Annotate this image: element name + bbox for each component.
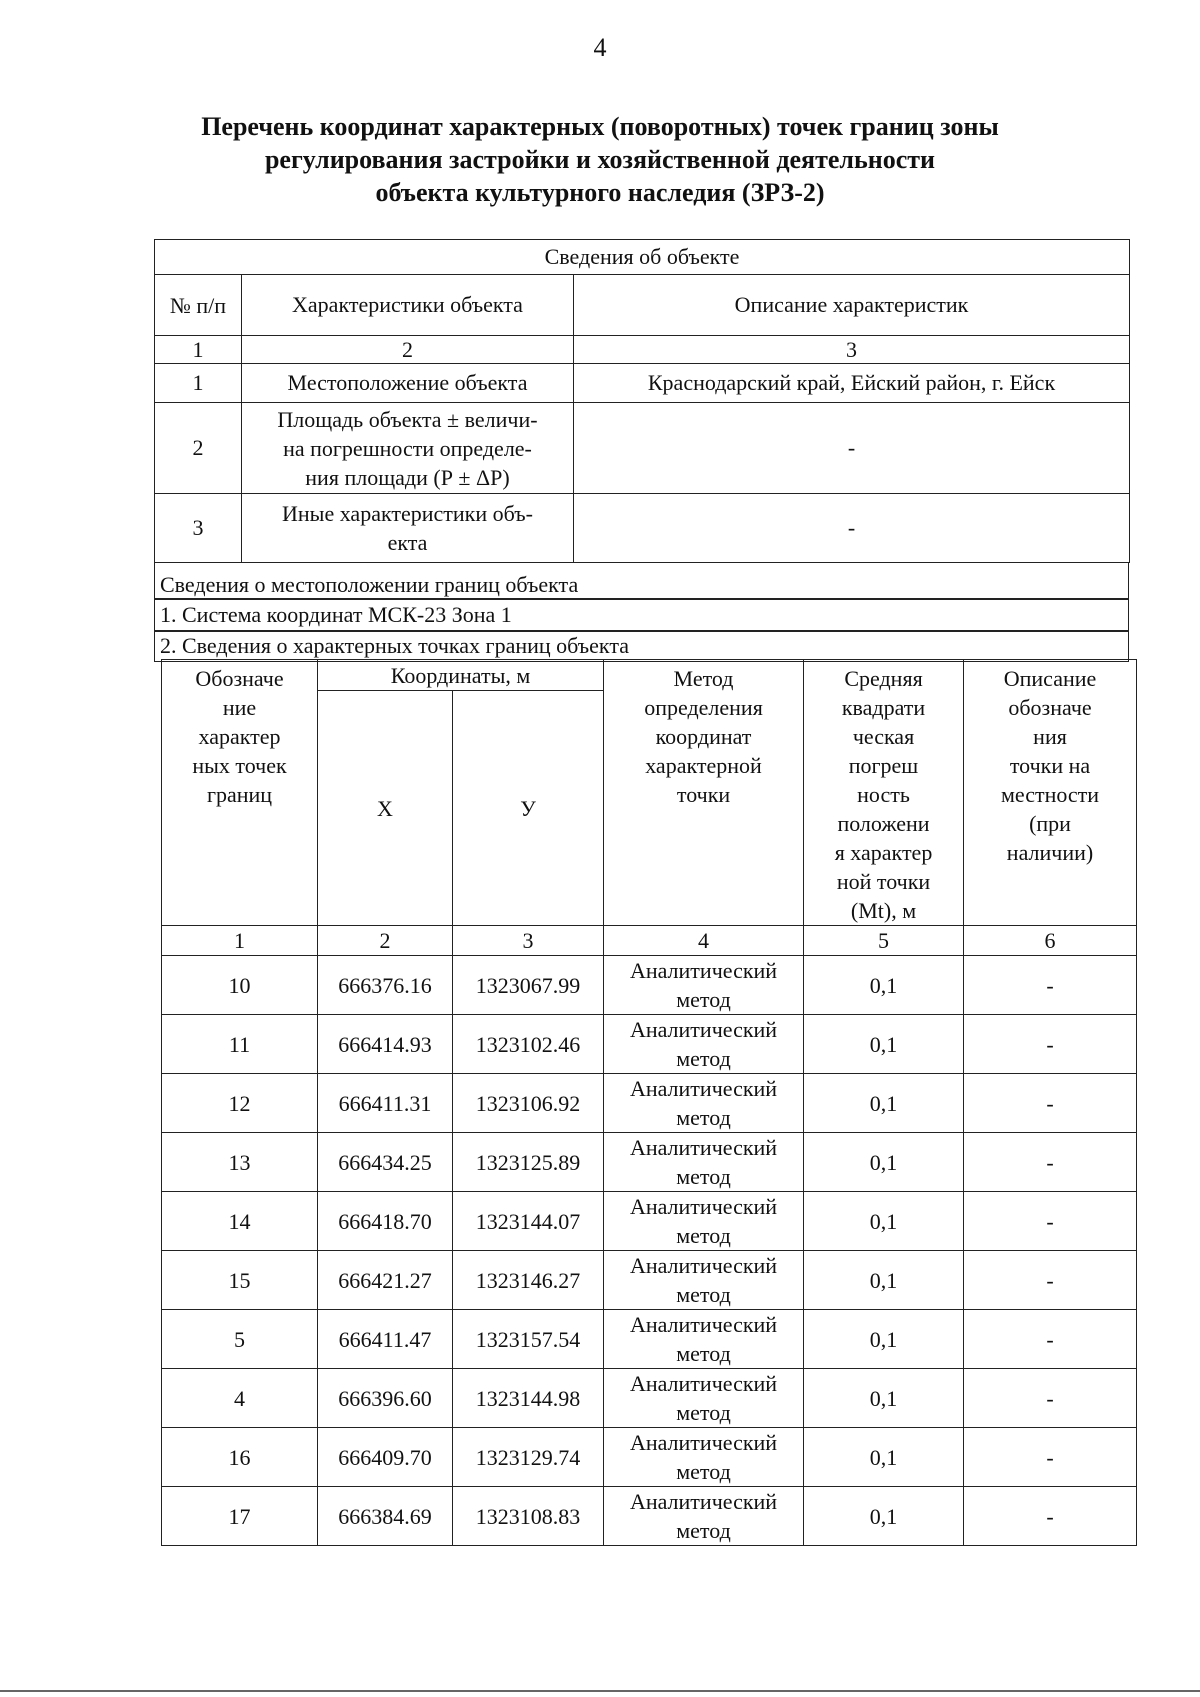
header-line: координат [655, 724, 752, 749]
column-header-description: Описание характеристик [574, 275, 1130, 336]
header-line: Обозначе [195, 666, 284, 691]
header-line: квадрати [841, 695, 926, 720]
points-header: 2. Сведения о характерных точках границ объекта [160, 633, 629, 658]
point-id: 12 [162, 1074, 318, 1133]
object-info-header: Сведения об объекте [155, 240, 1130, 275]
method-line: метод [676, 1459, 731, 1484]
coordinate-x: 666434.25 [318, 1133, 453, 1192]
coordinate-x: 666409.70 [318, 1428, 453, 1487]
column-index: 4 [604, 926, 804, 956]
coordinate-y: 1323108.83 [453, 1487, 604, 1546]
header-line: характер [198, 724, 281, 749]
row-characteristic-line: на погрешности определе- [283, 435, 532, 461]
point-id: 17 [162, 1487, 318, 1546]
method [604, 1074, 804, 1133]
coordinate-y: 1323102.46 [453, 1015, 604, 1074]
method [604, 1310, 804, 1369]
header-line: Средняя [844, 666, 923, 691]
method-line: метод [676, 1400, 731, 1425]
header-line: наличии) [1006, 840, 1094, 865]
row-characteristic-line: ния площади (Р ± ΔР) [305, 464, 510, 490]
header-line: ной точки [836, 869, 931, 894]
column-header-point-id [162, 660, 318, 926]
column-header-coordinates: Координаты, м [318, 660, 604, 691]
table-row [162, 956, 1137, 1015]
point-description: - [964, 1251, 1137, 1310]
table-row [162, 1015, 1137, 1074]
method [604, 1369, 804, 1428]
table-row [162, 1369, 1137, 1428]
column-header-x: X [318, 691, 453, 926]
method-line: метод [676, 1518, 731, 1543]
mean-error: 0,1 [804, 1428, 964, 1487]
column-index: 6 [964, 926, 1137, 956]
boundaries-header: Сведения о местоположении границ объекта [160, 572, 579, 597]
mean-error: 0,1 [804, 1487, 964, 1546]
row-number: 2 [155, 403, 242, 494]
row-description: - [574, 403, 1130, 494]
coordinate-x: 666411.47 [318, 1310, 453, 1369]
header-line: ческая [852, 724, 915, 749]
coordinate-y: 1323146.27 [453, 1251, 604, 1310]
point-description: - [964, 1192, 1137, 1251]
point-description: - [964, 1133, 1137, 1192]
row-description: - [574, 494, 1130, 563]
table-row [162, 1074, 1137, 1133]
header-line: Описание [1003, 666, 1097, 691]
header-line: точки на [1009, 753, 1091, 778]
row-number: 1 [155, 364, 242, 403]
table-row [162, 1133, 1137, 1192]
mean-error: 0,1 [804, 1310, 964, 1369]
method-line: Аналитический [629, 1312, 778, 1337]
mean-error: 0,1 [804, 1192, 964, 1251]
method-line: Аналитический [629, 1430, 778, 1455]
coordinate-x: 666418.70 [318, 1192, 453, 1251]
column-header-number-text: № п/п [169, 292, 227, 318]
coordinate-x: 666376.16 [318, 956, 453, 1015]
point-id: 15 [162, 1251, 318, 1310]
row-characteristic-line: Иные характеристики объ- [282, 501, 533, 526]
point-description: - [964, 1487, 1137, 1546]
method-line: Аналитический [629, 1076, 778, 1101]
point-description: - [964, 1310, 1137, 1369]
method [604, 956, 804, 1015]
method [604, 1133, 804, 1192]
column-header-point-description [964, 660, 1137, 926]
header-line: характерной [645, 753, 762, 778]
point-id: 11 [162, 1015, 318, 1074]
column-index: 5 [804, 926, 964, 956]
header-line: ние [222, 695, 257, 720]
point-description: - [964, 1074, 1137, 1133]
coordinate-x: 666384.69 [318, 1487, 453, 1546]
point-id: 10 [162, 956, 318, 1015]
method-line: метод [676, 1046, 731, 1071]
mean-error: 0,1 [804, 1074, 964, 1133]
boundary-points-table [161, 659, 1137, 1546]
column-header-method [604, 660, 804, 926]
method [604, 1251, 804, 1310]
method-line: метод [676, 1341, 731, 1366]
method [604, 1428, 804, 1487]
column-index: 2 [242, 336, 574, 364]
mean-error: 0,1 [804, 1251, 964, 1310]
method-line: метод [676, 1164, 731, 1189]
column-header-mean-error [804, 660, 964, 926]
column-header-characteristics: Характеристики объекта [242, 275, 574, 336]
column-header-y: У [453, 691, 604, 926]
mean-error: 0,1 [804, 1015, 964, 1074]
point-rows [162, 956, 1137, 1546]
method-line: Аналитический [629, 1489, 778, 1514]
title-line: объекта культурного наследия (ЗРЗ-2) [375, 178, 825, 207]
coordinate-x: 666421.27 [318, 1251, 453, 1310]
header-line: (Mt), м [850, 898, 917, 923]
method [604, 1015, 804, 1074]
header-line: местности [1000, 782, 1100, 807]
method-line: Аналитический [629, 958, 778, 983]
table-row [162, 1487, 1137, 1546]
point-description: - [964, 1015, 1137, 1074]
header-line: Метод [673, 666, 734, 691]
point-description: - [964, 1369, 1137, 1428]
row-characteristic: Местоположение объекта [242, 364, 574, 403]
point-description: - [964, 1428, 1137, 1487]
mean-error: 0,1 [804, 1133, 964, 1192]
coordinate-system: 1. Система координат МСК-23 Зона 1 [160, 602, 512, 627]
header-line: ния [1033, 724, 1067, 749]
page-bottom-rule [0, 1690, 1200, 1692]
point-description: - [964, 956, 1137, 1015]
table-row [162, 1251, 1137, 1310]
method-line: метод [676, 1105, 731, 1130]
point-id: 14 [162, 1192, 318, 1251]
column-header-number [155, 275, 242, 336]
header-line: я характер [834, 840, 933, 865]
point-id: 5 [162, 1310, 318, 1369]
object-info-table [154, 239, 1130, 563]
column-index: 3 [574, 336, 1130, 364]
column-index: 1 [155, 336, 242, 364]
header-line: границ [206, 782, 273, 807]
row-characteristic-line: екта [387, 530, 428, 555]
method-line: Аналитический [629, 1194, 778, 1219]
header-line: ность [857, 782, 910, 807]
row-characteristic [242, 403, 574, 494]
coordinate-x: 666396.60 [318, 1369, 453, 1428]
coordinate-y: 1323144.98 [453, 1369, 604, 1428]
point-id: 4 [162, 1369, 318, 1428]
row-characteristic [242, 494, 574, 563]
table-row [162, 1310, 1137, 1369]
method-line: Аналитический [629, 1135, 778, 1160]
method [604, 1192, 804, 1251]
mean-error: 0,1 [804, 956, 964, 1015]
coordinate-x: 666411.31 [318, 1074, 453, 1133]
row-characteristic-line: Площадь объекта ± величи- [277, 406, 538, 432]
document-title [100, 110, 1100, 209]
method-line: Аналитический [629, 1253, 778, 1278]
header-line: точки [676, 782, 731, 807]
coordinate-y: 1323144.07 [453, 1192, 604, 1251]
header-line: положени [837, 811, 930, 836]
row-description: Краснодарский край, Ейский район, г. Ейск [574, 364, 1130, 403]
header-line: определения [644, 695, 763, 720]
coordinate-y: 1323129.74 [453, 1428, 604, 1487]
method-line: метод [676, 987, 731, 1012]
method-line: Аналитический [629, 1017, 778, 1042]
title-line: Перечень координат характерных (поворотных) точек границ зоны [201, 112, 999, 141]
divider [154, 598, 1129, 600]
table-row [162, 1428, 1137, 1487]
column-index: 2 [318, 926, 453, 956]
header-line: ных точек [192, 753, 287, 778]
method [604, 1487, 804, 1546]
header-line: (при [1029, 811, 1071, 836]
method-line: метод [676, 1223, 731, 1248]
table-row [162, 1192, 1137, 1251]
point-id: 16 [162, 1428, 318, 1487]
page-number: 4 [593, 33, 607, 62]
title-line: регулирования застройки и хозяйственной деятельности [264, 145, 936, 174]
method-line: метод [676, 1282, 731, 1307]
row-number: 3 [155, 494, 242, 563]
coordinate-y: 1323067.99 [453, 956, 604, 1015]
method-line: Аналитический [629, 1371, 778, 1396]
header-line: обозначе [1008, 695, 1092, 720]
divider [154, 630, 1129, 632]
point-id: 13 [162, 1133, 318, 1192]
header-line: погреш [848, 753, 919, 778]
column-index: 3 [453, 926, 604, 956]
coordinate-y: 1323157.54 [453, 1310, 604, 1369]
coordinate-x: 666414.93 [318, 1015, 453, 1074]
column-index: 1 [162, 926, 318, 956]
mean-error: 0,1 [804, 1369, 964, 1428]
coordinate-y: 1323106.92 [453, 1074, 604, 1133]
coordinate-y: 1323125.89 [453, 1133, 604, 1192]
